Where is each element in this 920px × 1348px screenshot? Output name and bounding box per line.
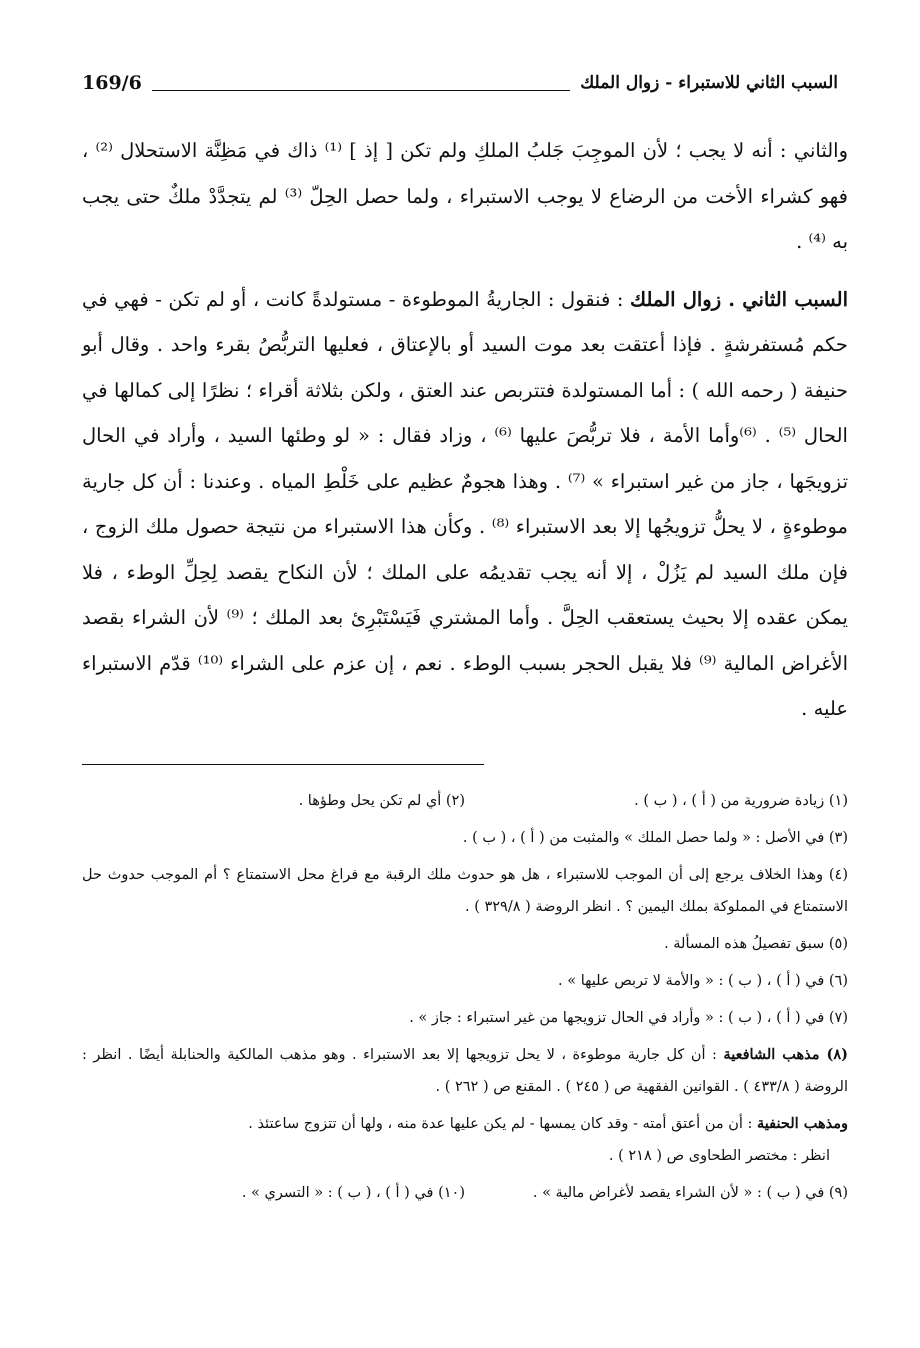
footnote-1: (١) زيادة ضرورية من ( أ ) ، ( ب ) . <box>634 793 848 809</box>
footnote-7: (٧) في ( أ ) ، ( ب ) : « وأراد في الحال تزويجها من غير استبراء : جاز » . <box>409 1010 848 1026</box>
footnote-row-9-10 <box>82 1177 848 1209</box>
footnote-4: (٤) وهذا الخلاف يرجع إلى أن الموجب للاستبراء ، هل هو حدوث ملك الرقبة مع فراغ محل الاستمتاع ؟ أم الموجب حدوث حل الاستمتاع في المملوكة بملك اليمين ؟ . انظر الروضة ( ٣٢٩/٨ ) . <box>82 867 848 915</box>
footnote-10: (١٠) في ( أ ) ، ( ب ) : « التسري » . <box>241 1185 465 1201</box>
footnote-8 <box>82 1039 848 1103</box>
footnote-separator <box>82 764 484 765</box>
page-number: 169/6 <box>82 72 142 94</box>
paragraph-2 <box>82 277 848 732</box>
footnote-8-hanafi <box>82 1108 848 1140</box>
footnote-8-label: (٨) مذهب الشافعية <box>723 1046 848 1063</box>
section-heading: السبب الثاني . زوال الملك <box>630 287 848 311</box>
footnote-8-ref: انظر : مختصر الطحاوى ص ( ٢١٨ ) . <box>608 1148 830 1164</box>
running-header <box>82 66 838 100</box>
footnote-6: (٦) في ( أ ) ، ( ب ) : « والأمة لا تربص عليها » . <box>558 973 848 989</box>
footnote-5: (٥) سبق تفصيلُ هذه المسألة . <box>664 936 848 952</box>
footnote-3: (٣) في الأصل : « ولما حصل الملك » والمثبت من ( أ ) ، ( ب ) . <box>462 830 848 846</box>
footnote-8-hanafi-label: ومذهب الحنفية <box>757 1115 848 1132</box>
footnotes <box>82 785 848 1209</box>
paragraph-2-text: : فنقول : الجاريةُ الموطوءة - مستولدةً كانت ، أو لم تكن - فهي في حكم مُستفرشةٍ . فإذا أعتقت بعد موت السيد أو بالإعتاق ، فعليها التربُّصُ بقرء واحد . وقال أبو حنيفة ( رحمه الله ) : أما المستولدة فتتربص عند العتق ، ولكن بثلاثة أقراء ؛ نظرًا إلى كمالها في الحال ⁽⁵⁾ . ⁽⁶⁾وأما الأمة ، فلا تربُّصَ عليها ⁽⁶⁾ ، وزاد فقال : « لو وطئها السيد ، وأراد في الحال تزويجَها ، جاز من غير استبراء » ⁽⁷⁾ . وهذا هجومٌ عظيم على خَلْطِ المياه . وعندنا : أن كل جارية موطوءةٍ ، لا يحلُّ تزويجُها إلا بعد الاستبراء ⁽⁸⁾ . وكأن هذا الاستبراء من نتيجة حصول ملك الزوج ، فإن ملك السيد لم يَزُلْ ، إلا أنه يجب تقديمُه على الملك ؛ لأن النكاح يقصد لِحِلِّ الوطء ، فلا يمكن عقده إلا بحيث يستعقب الحِلَّ . وأما المشتري فَيَسْتَبْرِئ بعد الملك ؛ ⁽⁹⁾ لأن الشراء بقصد الأغراض المالية ⁽⁹⁾ فلا يقبل الحجر بسبب الوطء . نعم ، إن عزم على الشراء ⁽¹⁰⁾ قدّم الاستبراء عليه . <box>82 287 849 720</box>
footnote-8-text: : أن كل جارية موطوءة ، لا يحل تزويجها إلا بعد الاستبراء . وهو مذهب المالكية والحنابلة أيضًا . انظر : الروضة ( ٤٣٣/٨ ) . القوانين الفقهية ص ( ٢٤٥ ) . المقنع ص ( ٢٦٢ ) . <box>82 1047 848 1095</box>
running-title: السبب الثاني للاستبراء - زوال الملك <box>580 73 838 93</box>
footnote-8-hanafi-text: : أن من أعتق أمته - وقد كان يمسها - لم يكن عليها عدة منه ، ولها أن تتزوج ساعتئذ . <box>248 1116 758 1132</box>
main-text <box>82 128 848 732</box>
footnote-9: (٩) في ( ب ) : « لأن الشراء يقصد لأغراض مالية » . <box>532 1185 848 1201</box>
header-rule <box>152 90 570 91</box>
footnote-2: (٢) أي لم تكن يحل وطؤها . <box>298 793 465 809</box>
footnote-row-1-2 <box>82 785 848 817</box>
paragraph-1: والثاني : أنه لا يجب ؛ لأن الموجِبَ جَلبُ الملكِ ولم تكن [ إذ ] ⁽¹⁾ ذاك في مَظِنَّة الاستحلال ⁽²⁾ ، فهو كشراء الأخت من الرضاع لا يوجب الاستبراء ، ولما حصل الحِلّ ⁽³⁾ لم يتجدَّدْ ملكٌ حتى يجب به ⁽⁴⁾ . <box>82 139 848 253</box>
